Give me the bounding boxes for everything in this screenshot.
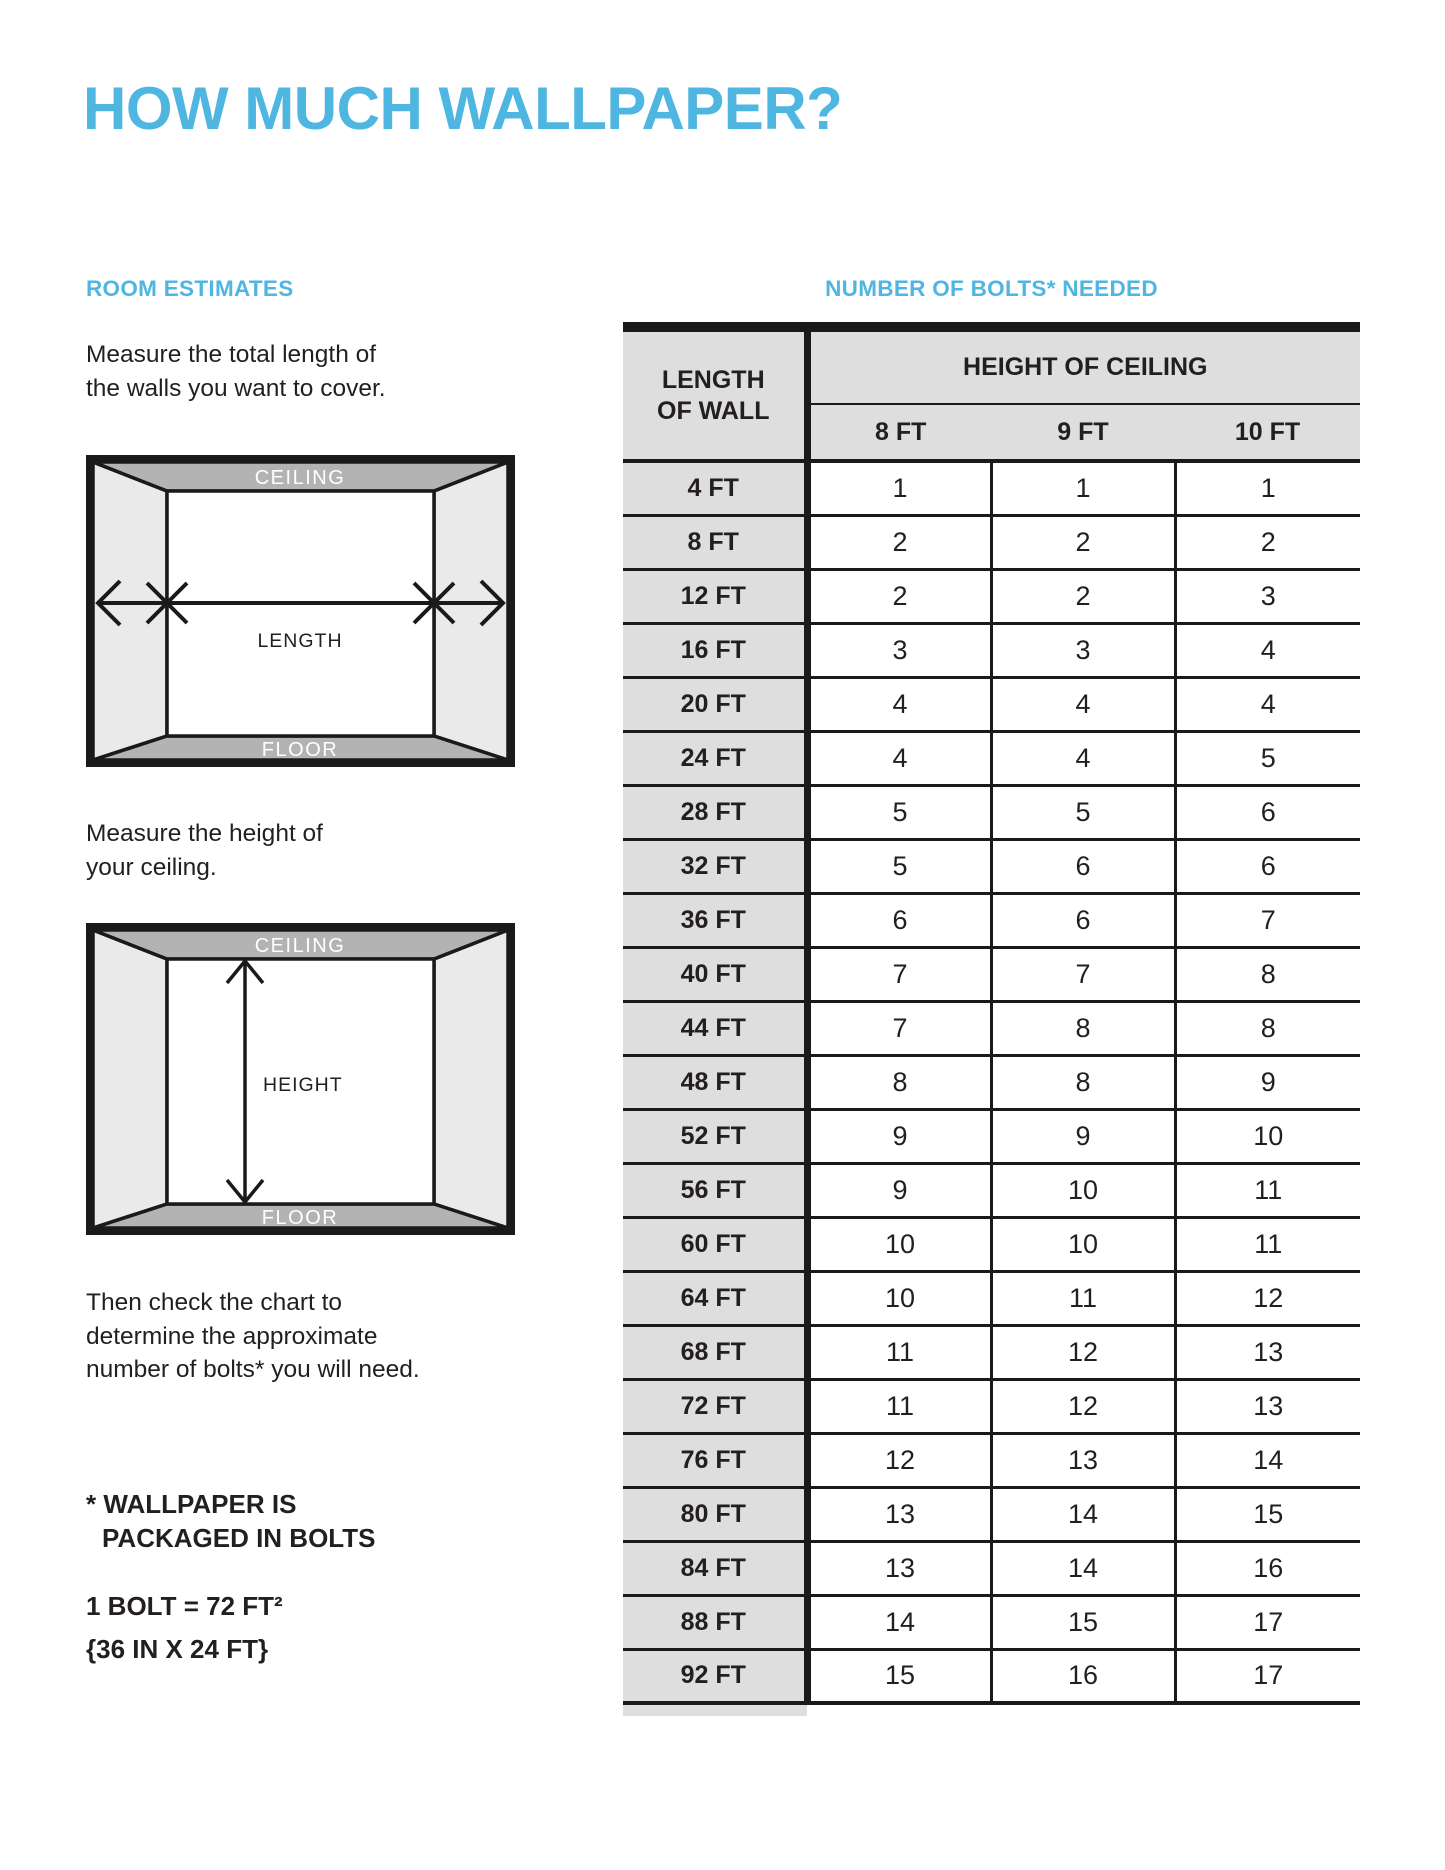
bolts-value-cell: 2	[991, 515, 1175, 569]
bolts-value-cell: 6	[1175, 839, 1360, 893]
bolts-value-cell: 5	[807, 839, 991, 893]
bolts-value-cell: 4	[991, 677, 1175, 731]
table-header-row	[623, 332, 1360, 404]
bolts-value-cell: 12	[1175, 1271, 1360, 1325]
bolts-value-cell: 2	[807, 515, 991, 569]
bolts-value-cell: 11	[991, 1271, 1175, 1325]
ceiling-10ft-header: 10 FT	[1175, 404, 1360, 461]
wall-length-cell: 12 FT	[623, 569, 807, 623]
bolts-value-cell: 1	[807, 461, 991, 515]
bolts-value-cell: 8	[991, 1055, 1175, 1109]
wall-length-cell: 20 FT	[623, 677, 807, 731]
ceiling-label: CEILING	[254, 467, 346, 489]
bolts-value-cell: 7	[807, 947, 991, 1001]
text-line: LENGTH	[661, 365, 765, 394]
text-line: Measure the total length of	[86, 341, 377, 368]
bolts-value-cell: 2	[1175, 515, 1360, 569]
bolts-value-cell: 11	[807, 1325, 991, 1379]
bolts-value-cell: 10	[1175, 1109, 1360, 1163]
bolts-value-cell: 3	[807, 623, 991, 677]
bolts-value-cell: 12	[991, 1325, 1175, 1379]
bolts-value-cell: 3	[1175, 569, 1360, 623]
bolts-value-cell: 7	[807, 1001, 991, 1055]
right-wall-face	[434, 930, 508, 1228]
table-row	[623, 1595, 1360, 1649]
label-column-overhang	[623, 1705, 807, 1716]
bolts-value-cell: 10	[991, 1217, 1175, 1271]
bolts-value-cell: 5	[807, 785, 991, 839]
room-height-diagram	[86, 923, 515, 1235]
wall-length-cell: 88 FT	[623, 1595, 807, 1649]
wall-length-cell: 60 FT	[623, 1217, 807, 1271]
wall-length-cell: 24 FT	[623, 731, 807, 785]
table-row	[623, 1163, 1360, 1217]
bolts-value-cell: 12	[991, 1379, 1175, 1433]
left-wall-face	[93, 930, 167, 1228]
bolts-value-cell: 2	[807, 569, 991, 623]
wall-length-cell: 76 FT	[623, 1433, 807, 1487]
bolts-value-cell: 1	[1175, 461, 1360, 515]
table-row	[623, 461, 1360, 515]
bolts-value-cell: 13	[807, 1487, 991, 1541]
bolts-value-cell: 6	[807, 893, 991, 947]
bolts-value-cell: 13	[1175, 1325, 1360, 1379]
wall-length-cell: 84 FT	[623, 1541, 807, 1595]
height-label: HEIGHT	[263, 1074, 343, 1096]
bolts-value-cell: 10	[807, 1217, 991, 1271]
bolts-value-cell: 14	[1175, 1433, 1360, 1487]
table-row	[623, 1649, 1360, 1703]
floor-label: FLOOR	[261, 1207, 339, 1229]
bolts-value-cell: 9	[1175, 1055, 1360, 1109]
bolts-table	[623, 332, 1360, 1705]
ceiling-9ft-header: 9 FT	[991, 404, 1175, 461]
bolts-table-heading: NUMBER OF BOLTS* NEEDED	[825, 276, 1158, 301]
bolts-value-cell: 6	[1175, 785, 1360, 839]
bolts-value-cell: 4	[1175, 623, 1360, 677]
bolts-value-cell: 11	[1175, 1163, 1360, 1217]
text-line: 1 BOLT = 72 FT²	[86, 1591, 283, 1621]
text-line: * WALLPAPER IS	[86, 1489, 297, 1519]
bolts-value-cell: 16	[991, 1649, 1175, 1703]
wall-length-cell: 32 FT	[623, 839, 807, 893]
instruction-check-chart	[86, 1286, 420, 1387]
bolts-value-cell: 2	[991, 569, 1175, 623]
wall-length-cell: 44 FT	[623, 1001, 807, 1055]
bolts-value-cell: 15	[1175, 1487, 1360, 1541]
text-line: {36 IN X 24 FT}	[86, 1634, 269, 1664]
text-line: your ceiling.	[86, 853, 217, 881]
wall-length-cell: 92 FT	[623, 1649, 807, 1703]
table-row	[623, 1055, 1360, 1109]
bolts-value-cell: 10	[807, 1271, 991, 1325]
table-row	[623, 839, 1360, 893]
table-top-bar	[623, 322, 1360, 332]
wall-length-cell: 4 FT	[623, 461, 807, 515]
wallpaper-bolts-footnote	[86, 1487, 375, 1555]
bolts-value-cell: 4	[807, 731, 991, 785]
table-row	[623, 947, 1360, 1001]
table-row	[623, 1541, 1360, 1595]
bolts-value-cell: 4	[991, 731, 1175, 785]
bolts-value-cell: 13	[1175, 1379, 1360, 1433]
text-line: Measure the height of	[86, 820, 323, 847]
bolts-value-cell: 11	[807, 1379, 991, 1433]
wall-length-cell: 8 FT	[623, 515, 807, 569]
table-row	[623, 1109, 1360, 1163]
bolts-value-cell: 7	[1175, 893, 1360, 947]
wall-length-cell: 80 FT	[623, 1487, 807, 1541]
wall-length-cell: 36 FT	[623, 893, 807, 947]
text-line: Then check the chart to	[86, 1289, 343, 1316]
wall-length-cell: 48 FT	[623, 1055, 807, 1109]
bolts-value-cell: 17	[1175, 1595, 1360, 1649]
table-row	[623, 893, 1360, 947]
bolts-value-cell: 16	[1175, 1541, 1360, 1595]
back-wall-face	[167, 491, 434, 736]
table-row	[623, 1379, 1360, 1433]
table-row	[623, 623, 1360, 677]
bolts-value-cell: 10	[991, 1163, 1175, 1217]
table-row	[623, 1217, 1360, 1271]
wall-length-cell: 16 FT	[623, 623, 807, 677]
bolts-value-cell: 8	[1175, 947, 1360, 1001]
bolt-size-info	[86, 1585, 283, 1671]
bolts-value-cell: 9	[807, 1163, 991, 1217]
bolts-value-cell: 4	[807, 677, 991, 731]
text-line: OF WALL	[657, 396, 770, 425]
page-title: HOW MUCH WALLPAPER?	[83, 75, 843, 142]
wall-length-cell: 56 FT	[623, 1163, 807, 1217]
bolts-table-area	[623, 322, 1360, 1716]
table-row	[623, 785, 1360, 839]
bolts-value-cell: 4	[1175, 677, 1360, 731]
table-row	[623, 515, 1360, 569]
bolts-value-cell: 6	[991, 893, 1175, 947]
instruction-measure-height	[86, 817, 323, 884]
text-line: determine the approximate	[86, 1322, 378, 1350]
ceiling-8ft-header: 8 FT	[807, 404, 991, 461]
bolts-value-cell: 9	[991, 1109, 1175, 1163]
wall-length-cell: 40 FT	[623, 947, 807, 1001]
floor-label: FLOOR	[261, 739, 339, 761]
bolts-value-cell: 15	[991, 1595, 1175, 1649]
table-row	[623, 1487, 1360, 1541]
bolts-value-cell: 12	[807, 1433, 991, 1487]
table-row	[623, 1271, 1360, 1325]
bolts-value-cell: 8	[807, 1055, 991, 1109]
bolts-value-cell: 13	[807, 1541, 991, 1595]
bolts-value-cell: 8	[1175, 1001, 1360, 1055]
wall-length-cell: 28 FT	[623, 785, 807, 839]
wall-length-cell: 64 FT	[623, 1271, 807, 1325]
bolts-value-cell: 13	[991, 1433, 1175, 1487]
ceiling-label: CEILING	[254, 935, 346, 957]
bolts-value-cell: 17	[1175, 1649, 1360, 1703]
bolts-value-cell: 5	[1175, 731, 1360, 785]
bolts-value-cell: 3	[991, 623, 1175, 677]
bolts-value-cell: 8	[991, 1001, 1175, 1055]
bolts-value-cell: 9	[807, 1109, 991, 1163]
table-row	[623, 731, 1360, 785]
wall-length-cell: 68 FT	[623, 1325, 807, 1379]
text-line: number of bolts* you will need.	[86, 1356, 420, 1383]
bolts-value-cell: 14	[991, 1487, 1175, 1541]
table-row	[623, 569, 1360, 623]
text-line: the walls you want to cover.	[86, 374, 386, 402]
length-label: LENGTH	[257, 630, 343, 652]
bolts-value-cell: 5	[991, 785, 1175, 839]
bolts-value-cell: 15	[807, 1649, 991, 1703]
wall-length-cell: 72 FT	[623, 1379, 807, 1433]
bolts-value-cell: 7	[991, 947, 1175, 1001]
bolts-value-cell: 14	[807, 1595, 991, 1649]
bolts-value-cell: 14	[991, 1541, 1175, 1595]
room-estimates-heading: ROOM ESTIMATES	[86, 276, 294, 301]
bolts-value-cell: 6	[991, 839, 1175, 893]
wall-length-cell: 52 FT	[623, 1109, 807, 1163]
length-of-wall-header	[623, 332, 807, 461]
bolts-value-cell: 1	[991, 461, 1175, 515]
bolts-value-cell: 11	[1175, 1217, 1360, 1271]
instruction-measure-length	[86, 338, 386, 405]
table-row	[623, 1325, 1360, 1379]
room-length-diagram	[86, 455, 515, 767]
text-line: PACKAGED IN BOLTS	[102, 1523, 376, 1553]
table-row	[623, 677, 1360, 731]
table-row	[623, 1433, 1360, 1487]
height-of-ceiling-header: HEIGHT OF CEILING	[807, 332, 1360, 404]
table-row	[623, 1001, 1360, 1055]
